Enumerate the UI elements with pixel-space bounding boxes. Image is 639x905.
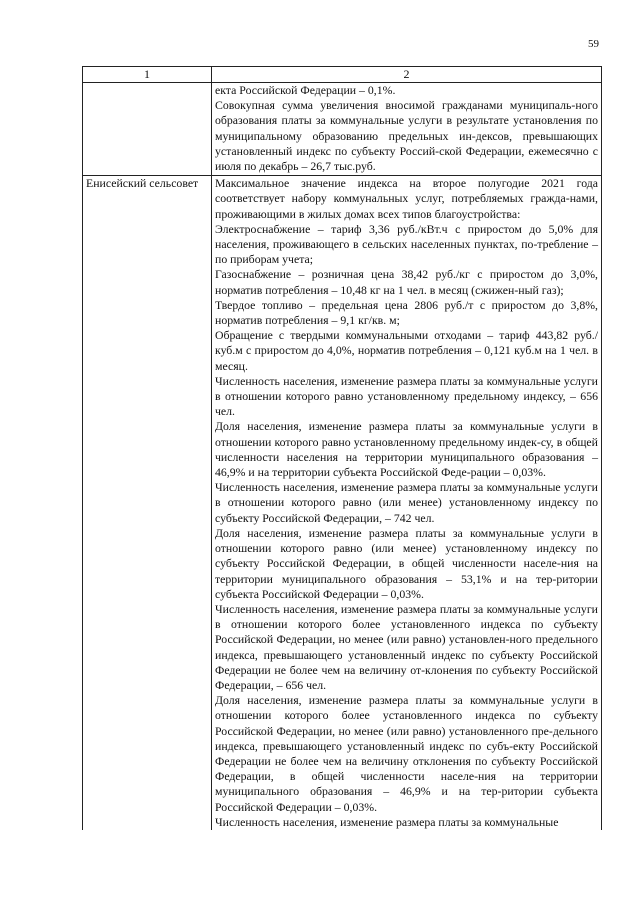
table-row-eniseysky — [83, 176, 602, 830]
paragraph: Доля населения, изменение размера платы за коммунальные услуги в отношении которого равно установленному предельному индек-су, в общей численности населения на территории муниципального образования – 46,9% и на территории субъекта Российской Феде-рации – 0,03%. — [215, 419, 598, 480]
paragraph: Численность населения, изменение размера платы за коммунальные услуги в отношении которого равно (или менее) установленному индексу по субъекту Российской Федерации, – 742 чел. — [215, 480, 598, 525]
paragraph: Совокупная сумма увеличения вносимой гражданами муниципаль-ного образования платы за коммунальные услуги в результате установления по муниципальному образованию предельных ин-дексов, превышающих установленный индекс по субъекту Россий-ской Федерации, ежемесячно с июля по декабрь – 26,7 тыс.руб. — [215, 98, 598, 174]
page-number: 59 — [588, 38, 599, 50]
paragraph: Численность населения, изменение размера платы за коммунальные услуги в отношении которого равно установленному предельному индексу, – 656 чел. — [215, 373, 598, 419]
municipality-cell — [83, 83, 212, 176]
paragraph: Твердое топливо – предельная цена 2806 руб./т с приростом до 3,8%, норматив потребления – 9,1 кг/кв. м; — [215, 297, 598, 328]
paragraph: Доля населения, изменение размера платы за коммунальные услуги в отношении которого равно (или менее) установленному индексу по субъекту Российской Федерации, в общей численности населе-ния на территории муниципального образования – 53,1% и на тер-ритории субъекта Российской Федерации – 0,03%. — [215, 525, 598, 601]
paragraph: Электроснабжение – тариф 3,36 руб./кВт.ч с приростом до 5,0% для населения, проживающего в сельских населенных пунктах, по-требление – по приборам учета; — [215, 221, 598, 267]
description-cell — [212, 83, 602, 176]
table-row-continued — [83, 83, 602, 176]
table-header-row — [83, 67, 602, 83]
paragraph: Численность населения, изменение размера платы за коммунальные услуги в отношении которого более установленного индекса по субъекту Российской Федерации, но менее (или равно) установлен-ного предельного индекса, превышающего установленный индекс по субъекту Российской Федерации не более чем на величину от-клонения по субъекту Российской Федерации, – 656 чел. — [215, 601, 598, 692]
municipality-cell: Енисейский сельсовет — [83, 176, 212, 830]
document-table — [82, 66, 602, 830]
description-cell — [212, 176, 602, 830]
column-header-2: 2 — [212, 67, 602, 83]
paragraph: Численность населения, изменение размера платы за коммунальные — [215, 814, 559, 829]
paragraph: Обращение с твердыми коммунальными отходами – тариф 443,82 руб./куб.м с приростом до 4,0%, норматив потребления – 0,121 куб.м на 1 чел. в месяц. — [215, 328, 598, 373]
paragraph: Доля населения, изменение размера платы за коммунальные услуги в отношении которого более установленного индекса по субъекту Российской Федерации, но менее (или равно) установленного пре-дельного индекса, превышающего установленный индекс по субъ-екту Российской Федерации не более чем на величину отклонения по субъекту Российской Федерации, в общей численности населе-ния на территории муниципального образования – 46,9% и на тер-ритории субъекта Российской Федерации – 0,03%. — [215, 693, 598, 814]
paragraph: Максимальное значение индекса на второе полугодие 2021 года соответствует набору коммунальных услуг, потребляемых гражда-нами, проживающими в жилых домах всех типов благоустройства: — [215, 176, 598, 221]
paragraph: Газоснабжение – розничная цена 38,42 руб./кг с приростом до 3,0%, норматив потребления – 10,48 кг на 1 чел. в месяц (сжижен-ный газ); — [215, 267, 598, 297]
column-header-1: 1 — [83, 67, 212, 83]
paragraph: екта Российской Федерации – 0,1%. — [215, 83, 396, 97]
